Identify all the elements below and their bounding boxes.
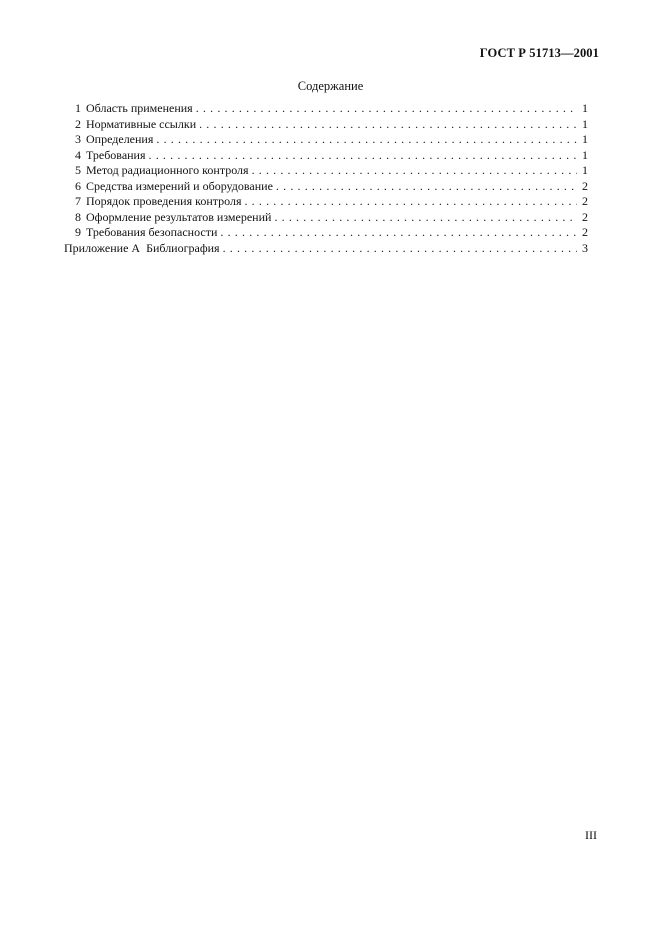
toc-entry-label: Приложение А Библиография [64,240,220,255]
toc-entry[interactable] [64,117,588,133]
toc-entry-page: 1 [582,132,588,146]
toc-entry-label: Определения [86,132,154,146]
toc-entry-page: 2 [582,194,588,208]
dot-leader [220,225,577,241]
document-code: ГОСТ Р 51713—2001 [479,46,599,60]
dot-leader [244,194,577,210]
toc-entry[interactable] [64,210,588,226]
toc-entry-page: 1 [582,101,588,115]
toc-entry-page: 2 [582,209,588,224]
toc-entry-number: 7 [75,194,81,208]
toc-entry-number: 9 [75,225,81,239]
toc-entry-page: 1 [582,116,588,131]
dot-leader [274,210,577,226]
toc-entry-number: 6 [75,178,81,193]
toc-entry-number: 3 [75,132,81,146]
dot-leader [196,101,577,117]
dot-leader [156,132,577,148]
toc-entry-label: Требования [86,147,146,162]
toc-entry-page: 1 [582,163,588,177]
toc-entry-number: 5 [75,163,81,177]
toc-entry-label: Средства измерений и оборудование [86,178,273,193]
toc-entry-label: Требования безопасности [86,225,218,239]
toc-entry[interactable] [64,148,588,164]
toc-entry-page: 2 [582,225,588,239]
dot-leader [149,148,577,164]
toc-list [64,101,588,256]
toc-entry-label: Область применения [86,101,193,115]
toc-entry[interactable] [64,132,588,148]
toc-entry-label: Метод радиационного контроля [86,163,249,177]
toc-entry[interactable] [64,179,588,195]
toc-entry-page: 3 [582,240,588,255]
toc-entry-appendix[interactable] [64,241,588,257]
dot-leader [252,163,577,179]
toc-entry-number: 2 [75,116,81,131]
toc-entry-label: Оформление результатов измерений [86,209,272,224]
dot-leader [276,179,577,195]
toc-entry[interactable] [64,163,588,179]
toc-entry-label: Порядок проведения контроля [86,194,242,208]
page-number: III [585,828,597,842]
dot-leader [199,117,577,133]
toc-entry-number: 1 [75,101,81,115]
toc-entry-page: 1 [582,147,588,162]
dot-leader [223,241,577,257]
toc-entry[interactable] [64,194,588,210]
toc-entry-number: 4 [75,147,81,162]
toc-entry-number: 8 [75,209,81,224]
toc-title: Содержание [297,79,364,93]
toc-entry-label: Нормативные ссылки [86,116,197,131]
toc-entry[interactable] [64,225,588,241]
toc-entry-page: 2 [582,178,588,193]
toc-entry[interactable] [64,101,588,117]
